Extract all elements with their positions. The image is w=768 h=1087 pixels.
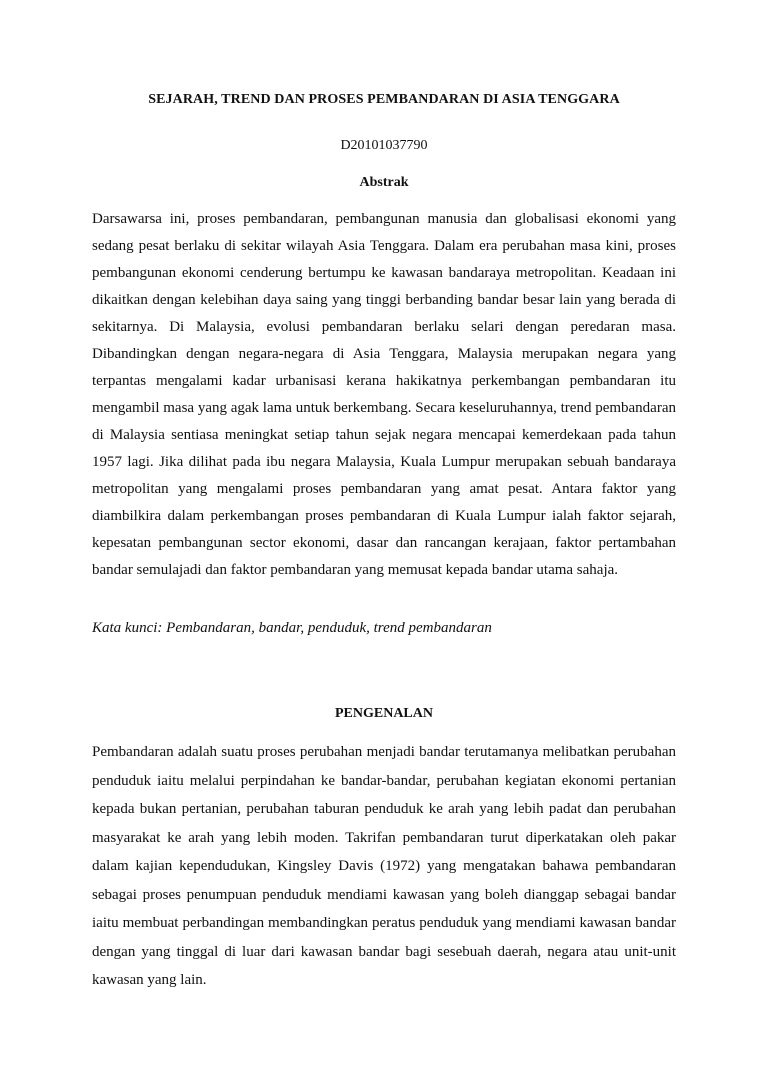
keywords: Kata kunci: Pembandaran, bandar, penduduk, trend pembandaran xyxy=(92,620,492,636)
introduction-body: Pembandaran adalah suatu proses perubahan menjadi bandar terutamanya melibatkan perubahan penduduk iaitu melalui perpindahan ke bandar-bandar, perubahan kegiatan ekonomi pertanian kepada bukan pertanian, perubahan taburan penduduk ke arah yang lebih padat dan perubahan masyarakat ke arah yang lebih moden. Takrifan pembandaran turut diperkatakan oleh pakar dalam kajian kependudukan, Kingsley Davis (1972) yang mengatakan bahawa pembandaran sebagai proses penumpuan penduduk mendiami kawasan yang boleh dianggap sebagai bandar iaitu membuat perbandingan membandingkan peratus penduduk yang mendiami kawasan bandar dengan yang tinggal di luar dari kawasan bandar bagi sesebuah daerah, negara atau unit-unit kawasan yang lain. xyxy=(92,744,676,988)
abstract-body: Darsawarsa ini, proses pembandaran, pembangunan manusia dan globalisasi ekonomi yang sedang pesat berlaku di sekitar wilayah Asia Tenggara. Dalam era perubahan masa kini, proses pembangunan ekonomi cenderung bertumpu ke kawasan bandaraya metropolitan. Keadaan ini dikaitkan dengan kelebihan daya saing yang tinggi berbanding bandar besar lain yang berada di sekitarnya. Di Malaysia, evolusi pembandaran berlaku selari dengan peredaran masa. Dibandingkan dengan negara-negara di Asia Tenggara, Malaysia merupakan negara yang terpantas mengalami kadar urbanisasi kerana hakikatnya perkembangan pembandaran itu mengambil masa yang agak lama untuk berkembang. Secara keseluruhannya, trend pembandaran di Malaysia sentiasa meningkat setiap tahun sejak negara mencapai kemerdekaan pada tahun 1957 lagi. Jika dilihat pada ibu negara Malaysia, Kuala Lumpur merupakan sebuah bandaraya metropolitan yang mengalami proses pembandaran yang amat pesat. Antara faktor yang diambilkira dalam perkembangan proses pembandaran di Kuala Lumpur ialah faktor sejarah, kepesatan pembangunan sector ekonomi, dasar dan rancangan kerajaan, faktor pertambahan bandar semulajadi dan faktor pembandaran yang memusat kepada bandar utama sahaja. xyxy=(92,211,676,578)
abstract-heading: Abstrak xyxy=(359,175,409,190)
introduction-heading: PENGENALAN xyxy=(334,706,433,721)
student-id: D20101037790 xyxy=(340,138,428,153)
document-title: SEJARAH, TREND DAN PROSES PEMBANDARAN DI ASIA TENGGARA xyxy=(148,92,620,107)
